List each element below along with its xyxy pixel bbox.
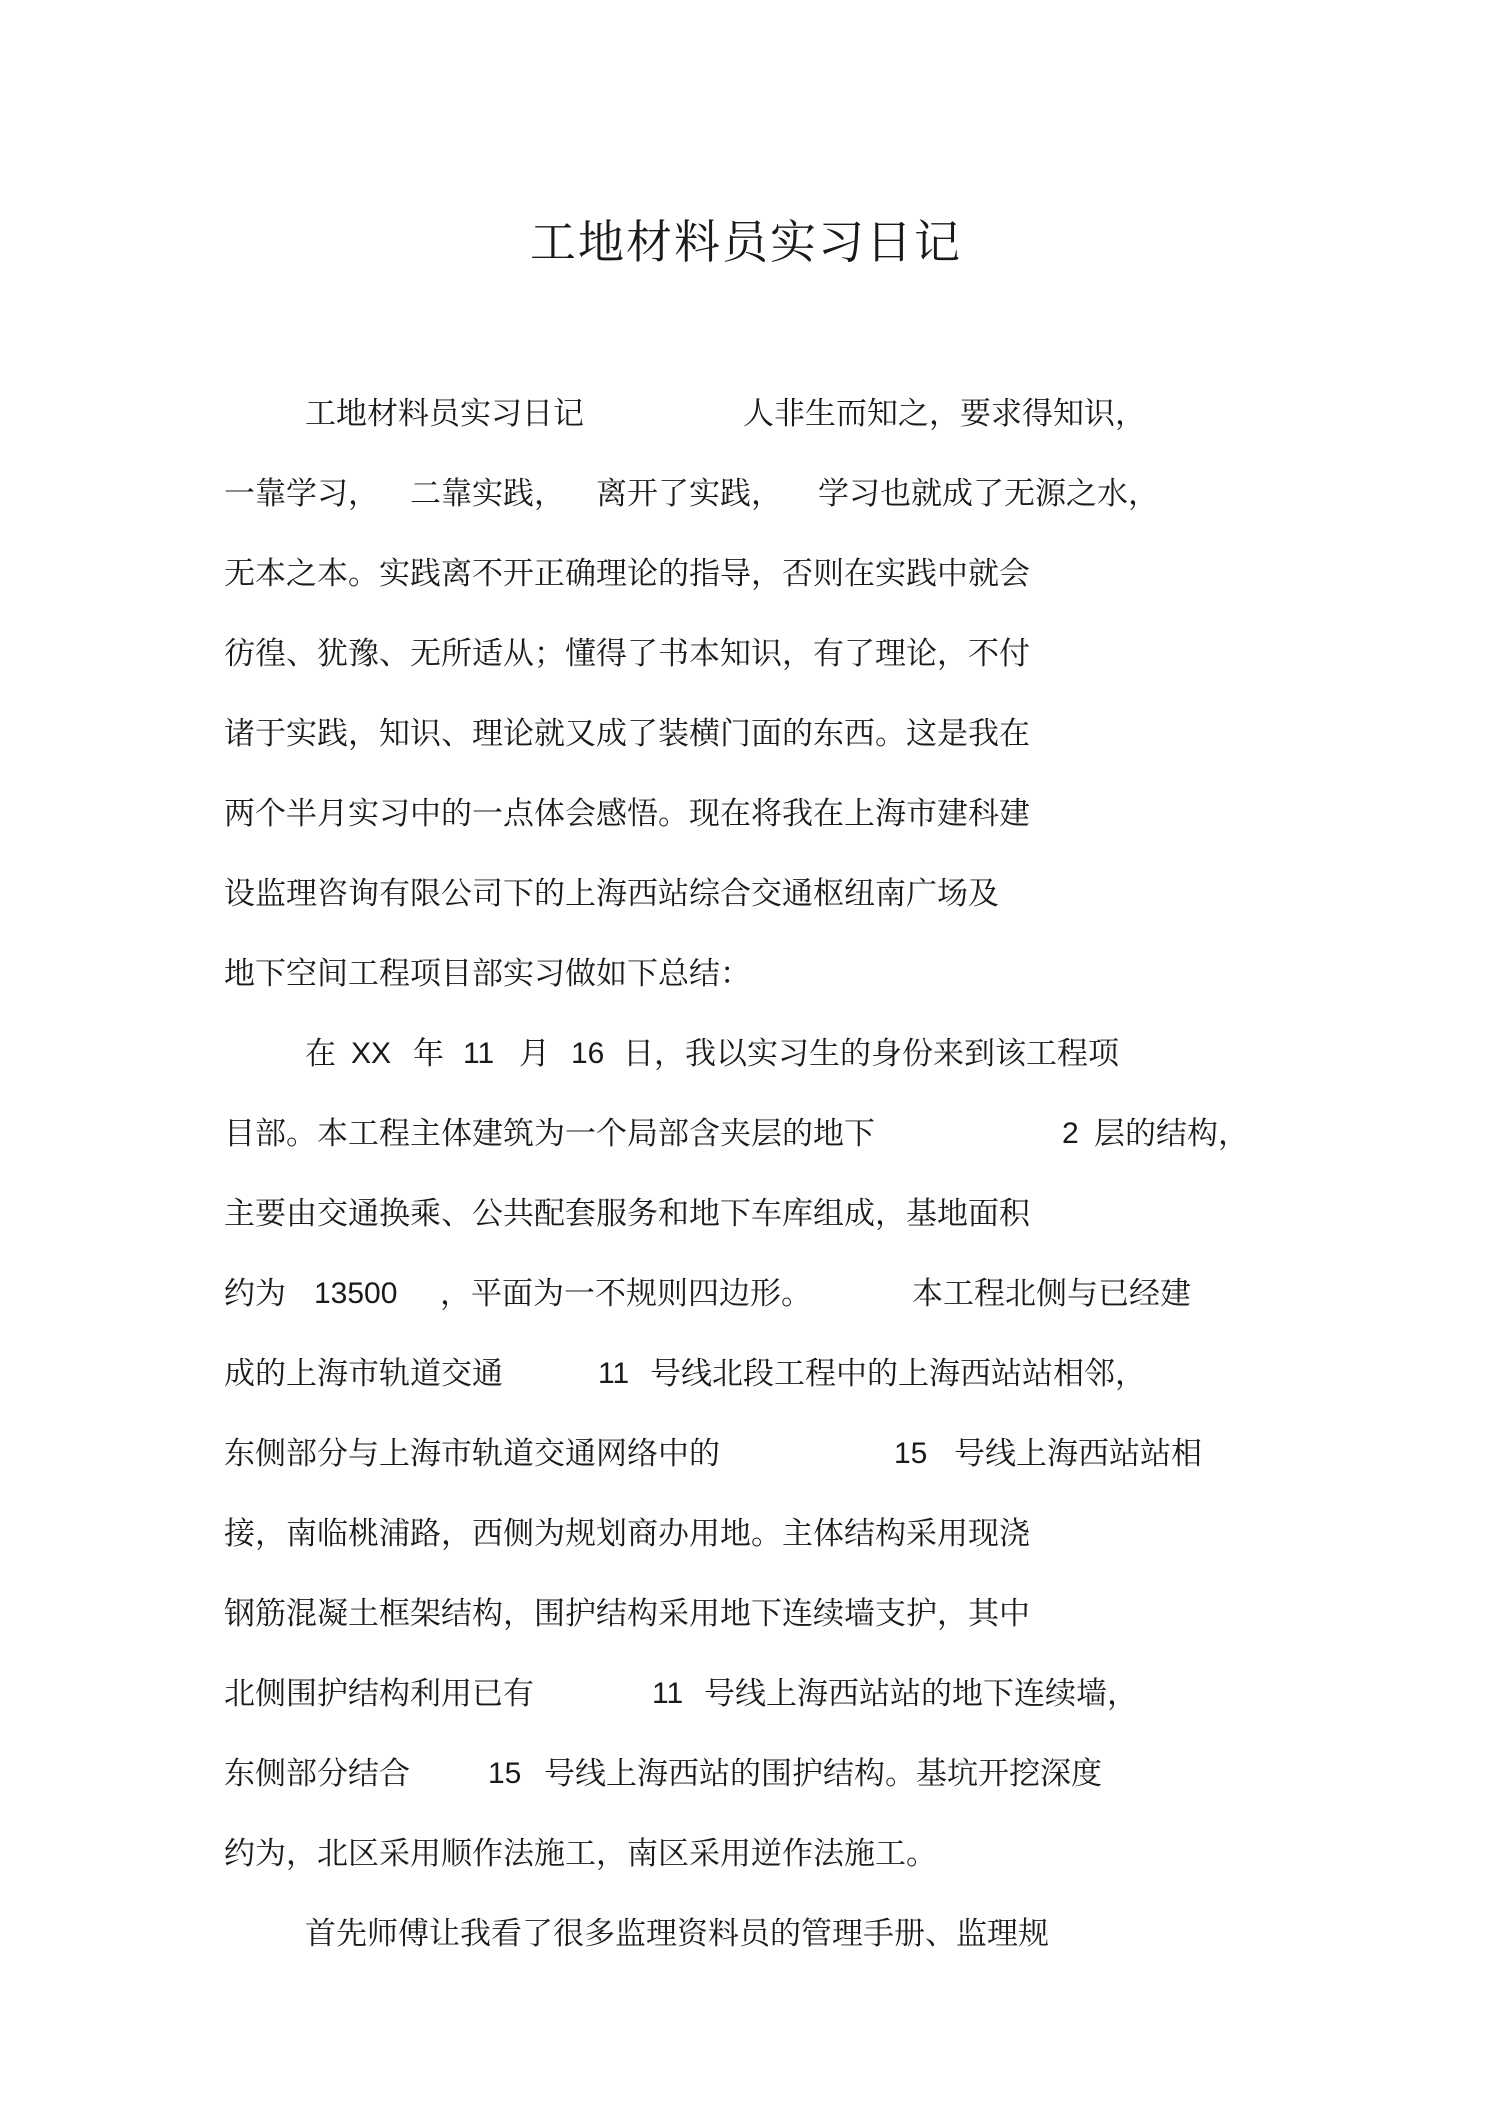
text-segment: 北侧围护结构利用已有: [224, 1676, 534, 1712]
text-segment: 号线上海西站站的地下连续墙，: [704, 1676, 1138, 1712]
text-segment: 离开了实践，: [596, 476, 782, 512]
text-segment: 层的结构，: [1094, 1116, 1249, 1152]
text-segment: 号线上海西站站相: [954, 1436, 1202, 1472]
text-segment: 二靠实践，: [410, 476, 565, 512]
text-segment: ，平面为一不规则四边形。: [440, 1276, 812, 1312]
paragraph-line: [224, 1670, 1274, 1718]
text-segment: 约为: [224, 1276, 286, 1312]
paragraph-line: [224, 1350, 1274, 1398]
text-segment: 在: [305, 1036, 336, 1072]
text-segment: 目部。本工程主体建筑为一个局部含夹层的地下: [224, 1116, 875, 1152]
paragraph-line: [224, 1270, 1274, 1318]
paragraph-line: [224, 1110, 1274, 1158]
paragraph-line: [224, 1750, 1274, 1798]
text-segment: 工地材料员实习日记: [305, 396, 584, 432]
paragraph-line: 钢筋混凝土框架结构，围护结构采用地下连续墙支护，其中: [224, 1596, 1030, 1632]
paragraph-line: 主要由交通换乘、公共配套服务和地下车库组成，基地面积: [224, 1196, 1030, 1232]
text-segment: 成的上海市轨道交通: [224, 1356, 503, 1392]
text-segment: 东侧部分结合: [224, 1756, 410, 1792]
text-segment: 年: [413, 1036, 444, 1072]
text-segment: 13500: [314, 1277, 398, 1310]
paragraph-line: 约为，北区采用顺作法施工，南区采用逆作法施工。: [224, 1836, 937, 1872]
text-segment: 东侧部分与上海市轨道交通网络中的: [224, 1436, 720, 1472]
paragraph-line: 接，南临桃浦路，西侧为规划商办用地。主体结构采用现浇: [224, 1516, 1030, 1552]
paragraph-line: 彷徨、犹豫、无所适从；懂得了书本知识，有了理论，不付: [224, 636, 1030, 672]
text-segment: 15: [894, 1437, 928, 1470]
paragraph-line: 诸于实践，知识、理论就又成了装横门面的东西。这是我在: [224, 716, 1030, 752]
text-segment: 人非生而知之，要求得知识，: [743, 396, 1146, 432]
paragraph-line: 无本之本。实践离不开正确理论的指导，否则在实践中就会: [224, 556, 1030, 592]
text-segment: 11: [598, 1357, 630, 1390]
text-segment: 日，我以实习生的身份来到该工程项: [623, 1036, 1119, 1072]
paragraph-line: [305, 1030, 1205, 1078]
text-segment: 号线上海西站的围护结构。基坑开挖深度: [544, 1756, 1102, 1792]
text-segment: 2: [1062, 1117, 1079, 1150]
paragraph-line: 两个半月实习中的一点体会感悟。现在将我在上海市建科建: [224, 796, 1030, 832]
text-segment: 一靠学习，: [224, 476, 379, 512]
paragraph-line: 地下空间工程项目部实习做如下总结：: [224, 956, 751, 992]
text-segment: 11: [463, 1037, 495, 1070]
text-segment: 号线北段工程中的上海西站站相邻，: [650, 1356, 1146, 1392]
text-segment: 月: [519, 1036, 550, 1072]
text-segment: 15: [488, 1757, 522, 1790]
paragraph-line: [224, 470, 1224, 518]
text-segment: 16: [571, 1037, 605, 1070]
text-segment: 本工程北侧与已经建: [912, 1276, 1191, 1312]
paragraph-line: [224, 1430, 1274, 1478]
text-segment: 11: [652, 1677, 684, 1710]
paragraph-line: [305, 390, 1205, 438]
paragraph-line: 设监理咨询有限公司下的上海西站综合交通枢纽南广场及: [224, 876, 999, 912]
document-title: 工地材料员实习日记: [530, 215, 962, 269]
text-segment: XX: [351, 1037, 392, 1070]
text-segment: 学习也就成了无源之水，: [818, 476, 1159, 512]
paragraph-line: 首先师傅让我看了很多监理资料员的管理手册、监理规: [305, 1916, 1049, 1952]
